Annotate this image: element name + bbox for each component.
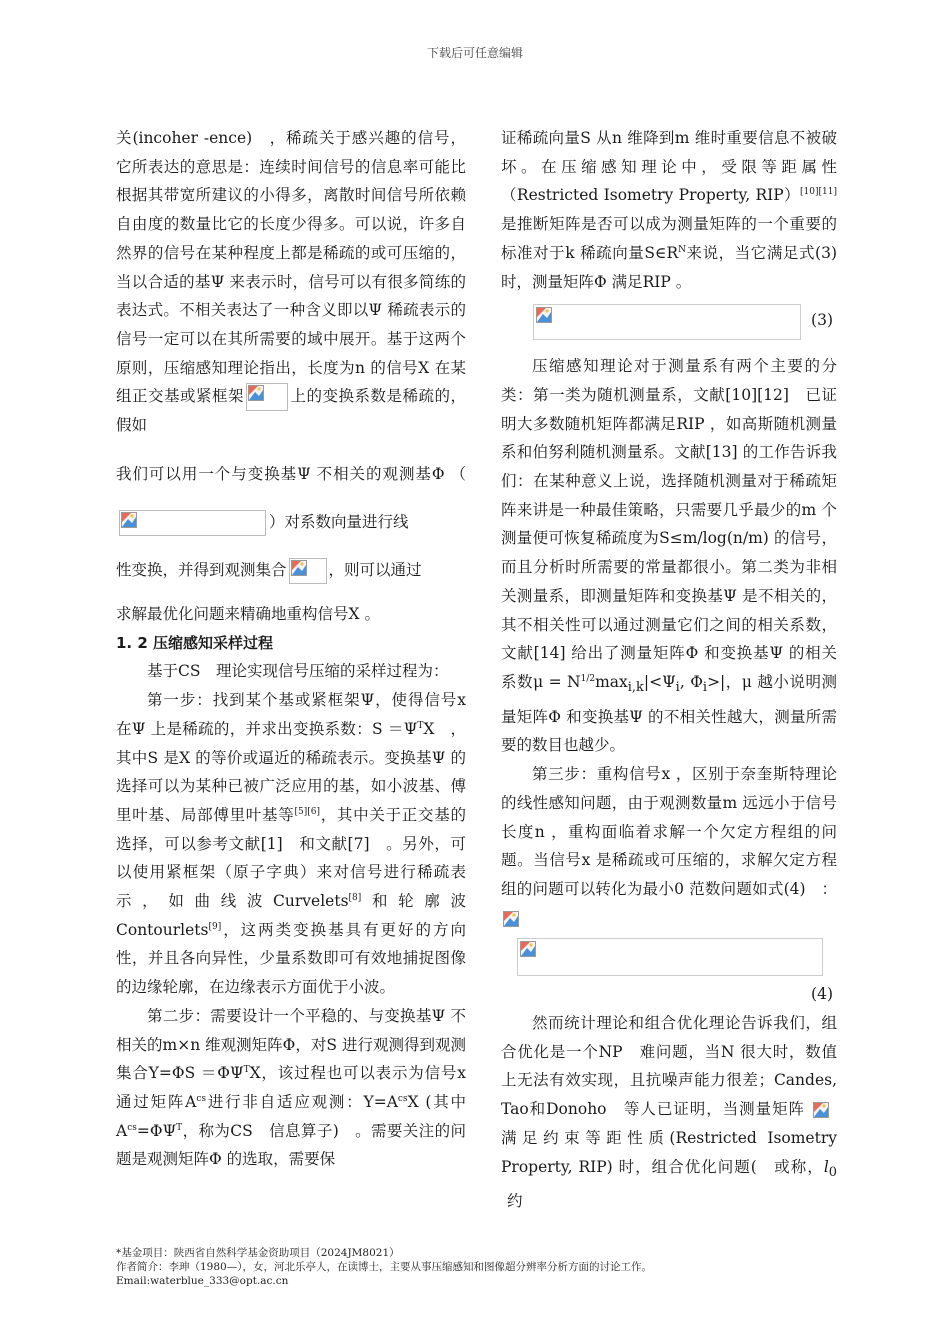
text: 压缩感知理论对于测量系有两个主要的分类：第一类为随机测量系，文献[10][12] 已证明大多数随机矩阵都满足RIP ，如高斯随机测量系和伯努利随机测量系。文献[13] 的工作告诉我们：在某种意义上说，选择随机测量对于稀疏矩阵来讲是一种最佳策略，只需要几乎最少的m 个测量便可恢复稀疏度为S≤m/log(n/m) 的信号，而且分析时所需要的常量都很小。第二类为非相关测量系，即测量矩阵和变换基Ψ 是不相关的，其不相关性可以通过测量它们之间的相关系数，文献[14] 给出了测量矩阵Φ 和变换基Ψ 的相关系数μ = N: [501, 357, 837, 691]
text: >|，μ 越小说明测量矩阵Φ 和变换基Ψ 的不相关性越大，测量所需要的数目也越少。: [501, 672, 838, 755]
superscript: 1/2: [580, 673, 596, 684]
equation-number: (4): [811, 985, 833, 1004]
equation-number: (3): [811, 311, 833, 330]
paragraph: [501, 124, 837, 296]
broken-image-icon: [246, 383, 288, 411]
paragraph: 基于CS 理论实现信号压缩的采样过程为：: [147, 662, 449, 681]
footnote: [116, 1246, 836, 1288]
superscript: T: [176, 1122, 183, 1133]
text: =ΦΨ: [136, 1121, 177, 1140]
paragraph: [501, 760, 837, 932]
superscript: T: [417, 720, 424, 731]
paragraph: [116, 686, 466, 1002]
text: 进行非自适应观测：Y=A: [206, 1092, 398, 1111]
text: X ，其中S 是X 的等价或逼近的稀疏表示。变换基Ψ 的选择可以为某种已被广泛应用的基，如小波基、傅里叶基、局部傅里叶基等: [116, 719, 466, 824]
broken-image-icon: [501, 909, 521, 929]
text: 和轮廓波Contourlets: [116, 892, 466, 939]
text: 来说，当它满足式(3) 时，测量矩阵Φ 满足RIP 。: [501, 243, 837, 291]
broken-image-icon: [536, 307, 552, 323]
text: max: [595, 672, 628, 691]
text: 关(incoher -ence) ，稀疏关于感兴趣的信号，它所表达的意思是：连续时间信号的信息率可能比根据其带宽所建议的小得多，离散时间信号所依赖自由度的数量比它的长度少得多。可以说，许多自然界的信号在某种程度上都是稀疏的或可压缩的，当以合适的基Ψ 来表示时，信号可以有很多简练的表达式。不相关表达了一种含义即以Ψ 稀疏表示的信号一定可以在其所需要的域中展开。基于这两个原则，压缩感知理论指出，长度为n 的信号X 在某组正交基或紧框架: [116, 129, 466, 406]
subscript: i: [675, 680, 680, 696]
left-column: [116, 124, 466, 1174]
citation: [9]: [208, 921, 222, 932]
superscript: cs: [196, 1093, 207, 1104]
text: 上的变换系数是稀疏的，假如: [116, 387, 466, 435]
text: 第三步：重构信号x ，区别于奈奎斯特理论的线性感知问题，由于观测数量m 远远小于信号长度n ，重构面临着求解一个欠定方程组的问题。当信号x 是稀疏或可压缩的，求解欠定方程组的问题可以转化为最小0 范数问题如式(4) ：: [501, 765, 837, 898]
subscript: i,k: [627, 680, 644, 696]
text: 性变换，并得到观测集合: [116, 561, 287, 580]
text: 证稀疏向量S 从n 维降到m 维时重要信息不被破坏。在压缩感知理论中，受限等距属性（Restricted Isometry Property, RIP）: [501, 129, 837, 205]
broken-image-icon: [520, 941, 536, 957]
equation-3: [501, 304, 837, 342]
paragraph: [501, 352, 837, 760]
page-header: 下载后可任意编辑: [426, 46, 523, 60]
fund-note: *基金项目：陕西省自然科学基金资助项目（2024JM8021）: [116, 1247, 400, 1259]
text: 第一步：找到某个基或紧框架Ψ，使得信号x 在Ψ 上是稀疏的，并求出变换系数：S ＝Ψ: [116, 691, 466, 738]
equation-image: [533, 304, 801, 340]
broken-image-icon: [811, 1100, 831, 1120]
text: X (其中A: [116, 1092, 466, 1140]
section-heading: 1. 2 压缩感知采样过程: [116, 633, 274, 652]
superscript: T: [243, 1065, 250, 1076]
paragraph: [501, 1009, 837, 1216]
paragraph: [116, 124, 466, 440]
broken-image-icon: [289, 558, 327, 584]
paragraph: [116, 450, 466, 594]
superscript: N: [678, 244, 686, 255]
text: 约: [507, 1192, 523, 1211]
right-column: [501, 124, 837, 1216]
subscript: 0: [828, 1164, 837, 1180]
text: ）对系数向量进行线: [269, 513, 409, 532]
citation: [5][6]: [294, 806, 320, 817]
text: 我们可以用一个与变换基Ψ 不相关的观测基Φ （: [116, 465, 466, 484]
text: 是推断矩阵是否可以成为测量矩阵的一个重要的标准对于k 稀疏向量S∈R: [501, 215, 837, 262]
superscript: cs: [127, 1122, 137, 1133]
paragraph: 求解最优化问题来精确地重构信号X 。: [116, 605, 380, 624]
equation-4-image: [517, 938, 823, 976]
text: 第二步：需要设计一个平稳的、与变换基Ψ 不相关的m×n 维观测矩阵Φ，对S 进行观测得到观测集合Y=ΦS ＝ΦΨ: [116, 1006, 466, 1083]
text: 满足约束等距性质(Restricted Isometry Property, RIP) 时，组合优化问题( 或称，: [501, 1128, 837, 1176]
superscript: cs: [397, 1093, 408, 1104]
text: , Φ: [679, 672, 703, 691]
text: |<Ψ: [643, 672, 676, 691]
paragraph: [116, 1002, 466, 1174]
italic-symbol: l: [823, 1157, 829, 1176]
text: ，其中关于正交基的选择，可以参考文献[1] 和文献[7] 。另外，可以使用紧框架（原子字典）来对信号进行稀疏表示，如曲线波Curvelets: [116, 805, 466, 911]
author-note: 作者简介：李珅（1980—），女，河北乐亭人，在读博士，主要从事压缩感知和图像超分辨率分析方面的讨论工作。: [116, 1261, 652, 1273]
citation: [8]: [348, 892, 362, 903]
text: X，该过程也可以表示为信号x 通过矩阵A: [116, 1064, 467, 1111]
email-note: Email:waterblue_333@opt.ac.cn: [116, 1275, 289, 1287]
citation: [10][11]: [800, 187, 837, 198]
subscript: i: [702, 680, 708, 696]
text: 然而统计理论和组合优化理论告诉我们，组合优化是一个NP 难问题，当N 很大时，数值上无法有效实现，且抗噪声能力很差；Candes, Tao和Donoho 等人已证明，当测量矩阵: [501, 1014, 837, 1119]
broken-image-icon: [119, 510, 266, 536]
text: ，称为CS 信息算子) 。需要关注的问题是观测矩阵Φ 的选取，需要保: [116, 1121, 466, 1169]
text: ，这两类变换基具有更好的方向性，并且各向异性，少量系数即可有效地捕捉图像的边缘轮廓，在边缘表示方面优于小波。: [116, 920, 466, 997]
text: ，则可以通过: [328, 561, 422, 580]
